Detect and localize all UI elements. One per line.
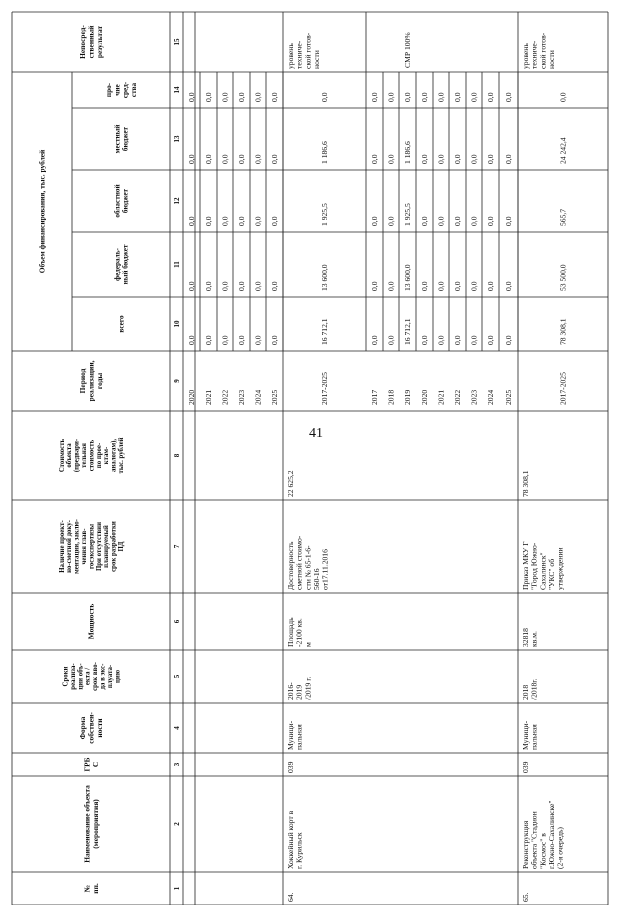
- prev-row-federal: 0,0: [237, 281, 247, 291]
- column-number: 15: [172, 38, 181, 46]
- page-number: 41: [309, 426, 323, 441]
- header-regional: областнойбюджет: [113, 184, 130, 218]
- obj65-federal: 53 500,0: [558, 264, 568, 291]
- obj64-num: 64.: [286, 892, 296, 902]
- prev-row-total: 0,0: [237, 335, 247, 345]
- column-number: 2: [172, 822, 181, 826]
- column-number: 9: [172, 379, 181, 383]
- prev-row-year: 2025: [270, 389, 280, 405]
- prev-row-regional: 0,0: [220, 216, 230, 226]
- obj64-row-federal: 0,0: [504, 281, 514, 291]
- prev-row-other: 0,0: [237, 92, 247, 102]
- prev-row-other: 0,0: [204, 92, 214, 102]
- obj64-row-regional: 0,0: [486, 216, 496, 226]
- prev-row-local: 0,0: [187, 154, 197, 164]
- prev-row-other: 0,0: [270, 92, 280, 102]
- column-number: 7: [172, 544, 181, 549]
- prev-row-other: 0,0: [187, 92, 197, 102]
- prev-row-local: 0,0: [253, 154, 263, 164]
- obj64-row-regional: 0,0: [436, 216, 446, 226]
- obj64-federal: 13 600,0: [320, 264, 330, 291]
- obj64-row-year: 2019: [403, 389, 413, 405]
- obj64-row-local: 0,0: [370, 154, 380, 164]
- header-deadlines: Срокиреализа-ции объ-екта /срок вво-да в экс-плуата-цию: [62, 662, 122, 691]
- obj64-row-other: 0,0: [486, 92, 496, 102]
- column-number: 13: [172, 135, 181, 143]
- obj64-row-total: 0,0: [386, 335, 396, 345]
- column-number: 4: [172, 726, 181, 730]
- header-federal: федераль-ный бюджет: [113, 244, 130, 285]
- prev-row-regional: 0,0: [253, 216, 263, 226]
- obj64-row-total: 0,0: [436, 335, 446, 345]
- column-number: 14: [172, 86, 181, 94]
- obj64-row-local: 0,0: [436, 154, 446, 164]
- obj64-row-regional: 0,0: [504, 216, 514, 226]
- header-ownership: Формасобствен-ности: [78, 712, 105, 744]
- header-result: Непосред-ственныйрезультат: [78, 25, 105, 59]
- prev-row-local: 0,0: [270, 154, 280, 164]
- obj65-ownership: Муници-пальная: [521, 720, 539, 750]
- prev-row-federal: 0,0: [204, 281, 214, 291]
- prev-row-regional: 0,0: [204, 216, 214, 226]
- obj64-row-regional: 0,0: [469, 216, 479, 226]
- header-financing: Объем финансирования, тыс. рублей: [37, 149, 47, 274]
- header-period: Периодреализации,годы: [78, 360, 105, 402]
- obj64-total: 16 712,1: [320, 318, 330, 345]
- obj64-row-total: 0,0: [486, 335, 496, 345]
- obj64-row-other: 0,0: [370, 92, 380, 102]
- prev-row-regional: 0,0: [270, 216, 280, 226]
- obj64-row-year: 2024: [486, 389, 496, 405]
- column-number: 5: [172, 674, 181, 679]
- prev-row-year: 2023: [237, 389, 247, 405]
- obj64-row-local: 0,0: [420, 154, 430, 164]
- obj65-regional: 565,7: [558, 208, 568, 226]
- obj65-other: 0,0: [558, 92, 568, 102]
- column-number: 12: [172, 197, 181, 205]
- obj64-result: уровеньтехниче-ской готов-ности: [286, 32, 321, 69]
- header-num: №пп.: [82, 883, 100, 894]
- obj64-row-other: 0,0: [403, 92, 413, 102]
- obj64-row-local: 0,0: [469, 154, 479, 164]
- obj64-row-local: 0,0: [486, 154, 496, 164]
- obj64-row-regional: 0,0: [370, 216, 380, 226]
- prev-row-federal: 0,0: [187, 281, 197, 291]
- prev-row-other: 0,0: [220, 92, 230, 102]
- prev-row-total: 0,0: [270, 335, 280, 345]
- prev-row-total: 0,0: [220, 335, 230, 345]
- header-capacity: Мощность: [86, 603, 96, 640]
- prev-row-year: 2021: [204, 389, 214, 405]
- obj65-deadlines: 2018/2018г.: [521, 678, 539, 700]
- obj64-row-year: 2017: [370, 389, 380, 405]
- obj64-row-local: 1 186,6: [403, 141, 413, 164]
- header-other: про-чиесред-ства: [105, 81, 138, 99]
- obj65-cost: 78 308,1: [521, 470, 531, 497]
- obj64-row-federal: 0,0: [386, 281, 396, 291]
- prev-row-other: 0,0: [253, 92, 263, 102]
- obj64-row-year: 2020: [420, 389, 430, 405]
- obj64-row-local: 0,0: [453, 154, 463, 164]
- obj64-other: 0,0: [320, 92, 330, 102]
- obj64-row-regional: 0,0: [386, 216, 396, 226]
- obj64-row-federal: 0,0: [469, 281, 479, 291]
- prev-row-local: 0,0: [204, 154, 214, 164]
- header-local: местныйбюджет: [113, 124, 130, 154]
- obj64-row-regional: 0,0: [453, 216, 463, 226]
- obj64-deadlines: 2016-2019/2019 г.: [286, 676, 313, 700]
- obj64-row-federal: 0,0: [436, 281, 446, 291]
- obj64-grbs: 039: [286, 761, 296, 773]
- obj64-row-year: 2025: [504, 389, 514, 405]
- obj64-cost: 22 625,2: [286, 470, 296, 497]
- obj64-row-local: 0,0: [386, 154, 396, 164]
- prev-row-local: 0,0: [220, 154, 230, 164]
- obj64-ownership: Муници-пальная: [286, 720, 304, 750]
- obj64-row-total: 0,0: [469, 335, 479, 345]
- obj64-name: Хоккейный корт вг. Курильск: [286, 810, 304, 869]
- obj64-row-other: 0,0: [436, 92, 446, 102]
- obj64-row-other: 0,0: [386, 92, 396, 102]
- obj64-row-federal: 0,0: [486, 281, 496, 291]
- obj64-row-regional: 0,0: [420, 216, 430, 226]
- header-total: всего: [117, 315, 126, 333]
- obj64-row-total: 0,0: [420, 335, 430, 345]
- prev-row-year: 2024: [253, 389, 263, 405]
- obj64-row-federal: 0,0: [453, 281, 463, 291]
- prev-row-regional: 0,0: [187, 216, 197, 226]
- obj65-grbs: 039: [521, 761, 531, 773]
- obj65-psd: Приказ МКУ Г"Город Южно-Сахалинск""УКС" обутверждении: [521, 541, 565, 590]
- obj64-row-year: 2023: [469, 389, 479, 405]
- obj65-name: Реконструкцияобъекта "Стадион"Космос" вг.Южно-Сахалинске"(2-я очередь): [521, 800, 565, 869]
- column-number: 10: [172, 320, 181, 328]
- column-number: 1: [172, 886, 181, 891]
- column-number: 6: [172, 619, 181, 624]
- obj64-row-total: 0,0: [453, 335, 463, 345]
- prev-row-year: 2022: [220, 389, 230, 405]
- obj64-row-federal: 0,0: [420, 281, 430, 291]
- obj64-row-other: 0,0: [469, 92, 479, 102]
- obj64-row-other: 0,0: [504, 92, 514, 102]
- prev-row-regional: 0,0: [237, 216, 247, 226]
- column-number: 3: [172, 762, 181, 767]
- header-psd: Наличие проект-но-сметной доку-ментации, заклю-чения глав-госэкспертизыПри отсутствиипланируемыйсрок разработкиПД: [58, 519, 125, 574]
- obj64-row-total: 0,0: [504, 335, 514, 345]
- prev-row-local: 0,0: [237, 154, 247, 164]
- obj64-psd: Достоверностьсметной стоимо-сти № 65-1-6-560-16от17.11.2016: [286, 535, 330, 590]
- obj64-row-total: 0,0: [370, 335, 380, 345]
- obj64-row-federal: 0,0: [370, 281, 380, 291]
- obj64-row-year: 2018: [386, 389, 396, 405]
- obj64-row-total: 16 712,1: [403, 318, 413, 345]
- obj65-total: 78 308,1: [558, 318, 568, 345]
- obj64-regional: 1 925,5: [320, 203, 330, 226]
- obj65-local: 24 242,4: [558, 137, 568, 164]
- obj64-period: 2017-2025: [320, 372, 330, 405]
- obj64-row-other: 0,0: [420, 92, 430, 102]
- obj64-row-year: 2021: [436, 389, 446, 405]
- obj65-capacity: 32818кв.м.: [521, 628, 539, 647]
- prev-row-year: 2020: [187, 389, 197, 405]
- header-name: Наименование объекта(мероприятия): [82, 785, 100, 863]
- obj64-local: 1 186,6: [320, 141, 330, 164]
- obj64-capacity: Площадь-2100 кв.м: [286, 617, 313, 647]
- obj65-period: 2017-2025: [558, 372, 568, 405]
- obj65-num: 65.: [521, 892, 531, 902]
- obj64-row-federal: 13 600,0: [403, 264, 413, 291]
- prev-row-total: 0,0: [187, 335, 197, 345]
- obj64-row-year: 2022: [453, 389, 463, 405]
- prev-row-federal: 0,0: [220, 281, 230, 291]
- prev-row-total: 0,0: [253, 335, 263, 345]
- column-number: 8: [172, 453, 181, 458]
- obj64-row-local: 0,0: [504, 154, 514, 164]
- obj64-row-regional: 1 925,5: [403, 203, 413, 226]
- prev-row-federal: 0,0: [253, 281, 263, 291]
- obj64-row-result: СМР 100%: [403, 32, 413, 68]
- obj65-result: уровеньтехниче-ской готов-ности: [521, 32, 556, 69]
- header-cost: Стоимостьобъекта(предвари-тельнаястоимостьпо прое-ктам-аналогам),тыс. рублей: [58, 437, 125, 474]
- prev-row-federal: 0,0: [270, 281, 280, 291]
- obj64-row-other: 0,0: [453, 92, 463, 102]
- header-grbs: ГРБС: [82, 757, 100, 772]
- column-number: 11: [172, 261, 181, 268]
- prev-row-total: 0,0: [204, 335, 214, 345]
